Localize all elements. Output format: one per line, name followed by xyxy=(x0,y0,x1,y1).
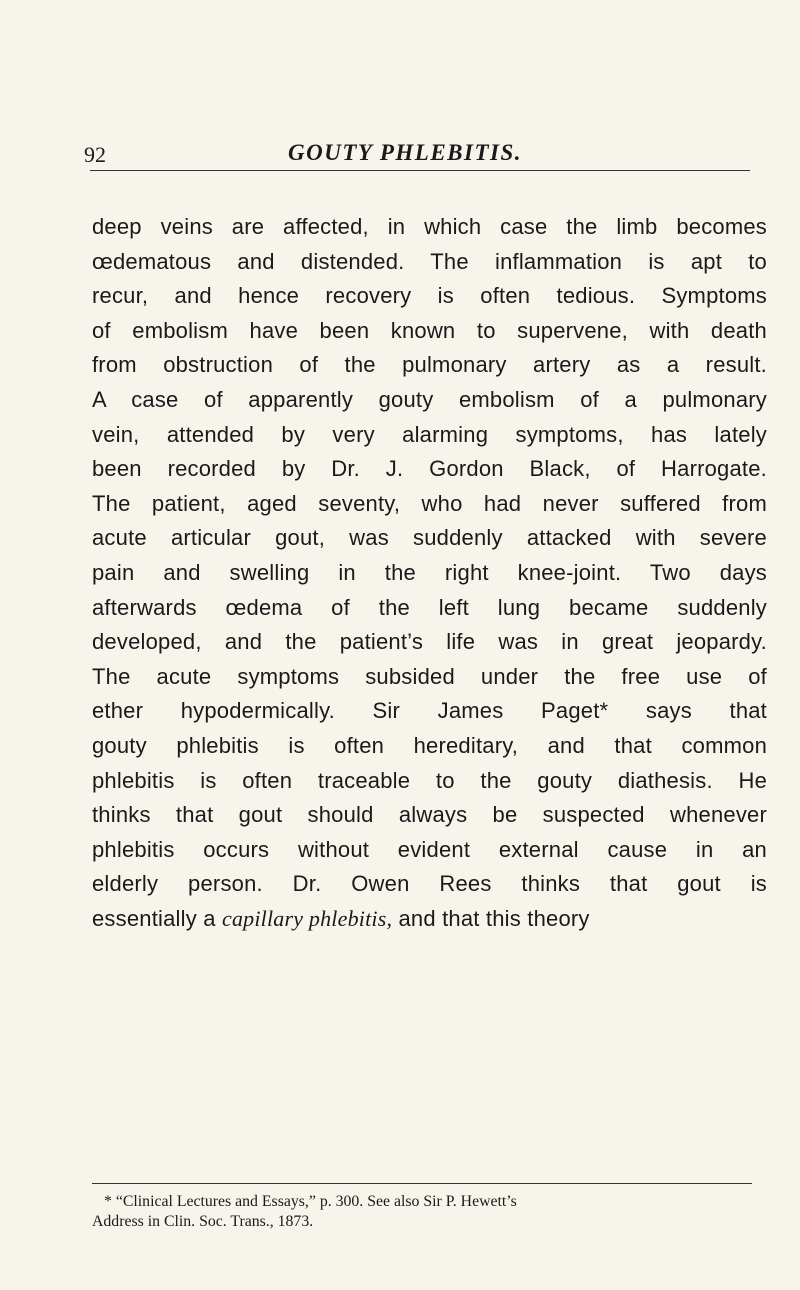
text-segment: essentially a xyxy=(92,905,222,931)
text-line: A case of apparently gouty embolism of a pulmonary xyxy=(92,386,767,412)
text-line: acute articular gout, was suddenly attacked with severe xyxy=(92,525,767,551)
header-rule xyxy=(90,170,750,171)
body-text xyxy=(92,210,767,936)
text-line-last xyxy=(92,902,767,937)
italic-phrase: capillary phlebitis, xyxy=(221,905,393,931)
text-line: phlebitis is often traceable to the gouty diathesis. He xyxy=(92,767,767,793)
text-line: developed, and the patient’s life was in great jeopardy. xyxy=(92,629,767,655)
text-line: of embolism have been known to supervene, with death xyxy=(92,317,767,343)
text-line: thinks that gout should always be suspected whenever xyxy=(92,802,767,828)
text-line: vein, attended by very alarming symptoms, has lately xyxy=(92,421,767,447)
text-line: The acute symptoms subsided under the free use of xyxy=(92,663,767,689)
text-line: deep veins are affected, in which case the limb becomes xyxy=(92,214,767,239)
footnote-line: Address in Clin. Soc. Trans., 1873. xyxy=(92,1213,314,1230)
running-head: GOUTY PHLEBITIS. xyxy=(288,140,522,165)
text-line: been recorded by Dr. J. Gordon Black, of Harrogate. xyxy=(92,456,767,482)
footnote-rule xyxy=(92,1183,752,1184)
text-line: pain and swelling in the right knee-joint. Two days xyxy=(92,559,767,585)
footnote-line: * “Clinical Lectures and Essays,” p. 300. See also Sir P. Hewett’s xyxy=(104,1193,517,1210)
text-line: œdematous and distended. The inflammation is apt to xyxy=(92,248,767,274)
footnote xyxy=(92,1192,757,1232)
text-line: elderly person. Dr. Owen Rees thinks that gout is xyxy=(92,871,767,897)
text-line: recur, and hence recovery is often tedious. Symptoms xyxy=(92,283,767,309)
text-line: from obstruction of the pulmonary artery as a result. xyxy=(92,352,767,378)
text-line: The patient, aged seventy, who had never suffered from xyxy=(92,490,767,516)
text-line: ether hypodermically. Sir James Paget* says that xyxy=(92,698,767,724)
text-segment: and that this theory xyxy=(392,905,590,931)
page-number: 92 xyxy=(84,142,106,167)
text-line: phlebitis occurs without evident external cause in an xyxy=(92,836,767,862)
text-line: afterwards œdema of the left lung became suddenly xyxy=(92,594,767,620)
text-line: gouty phlebitis is often hereditary, and that common xyxy=(92,732,767,758)
